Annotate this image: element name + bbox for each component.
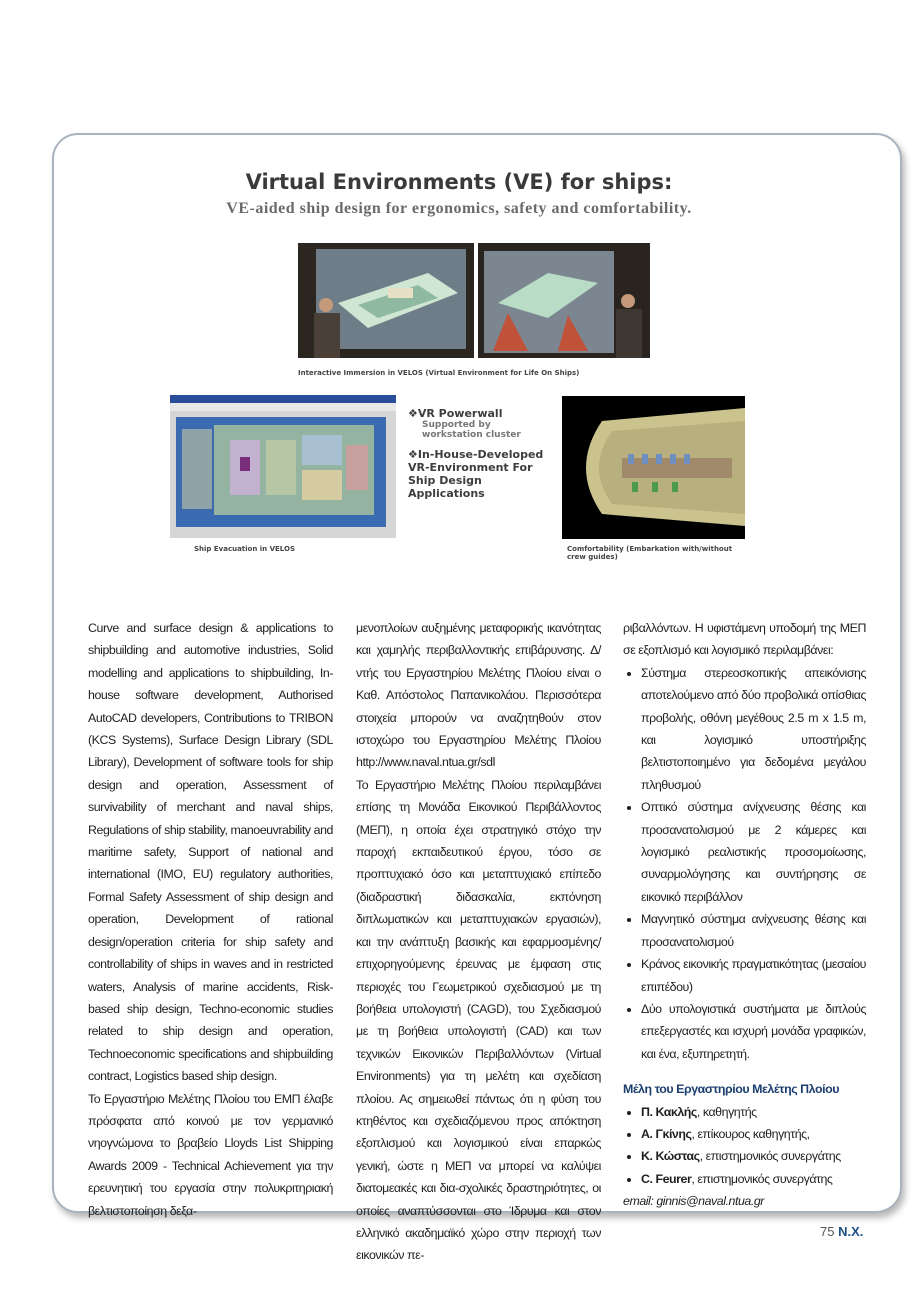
col1-paragraph-1: Curve and surface design & applications to shipbuilding and automotive industries, Solid modelling and applications to shipbuilding, In-house software development, Authorised AutoCAD developers, Contributions to TRIBON (KCS Systems), Surface Design Library (SDL Library), Development of software tools for ship design and operation, Assessment of survivability of merchant and naval ships, Regulations of ship stability, manoeuvrability and maritime safety, Support of national and international (IMO, EU) regulatory authorities, Formal Safety Assessment of ship design and operation, Development of rational design/operation criteria for ship safety and controllability of ships in waves and in restricted waters, Analysis of marine accidents, Risk-based ship design, Techno-economic studies related to ship design and operation, Technoeconomic specifications and shipbuilding contract, Logistics based ship design. <box>88 621 333 1084</box>
feature-powerwall-sub: Supported by workstation cluster <box>422 420 521 440</box>
col2-paragraph-1: μενοπλοίων αυξημένης μεταφορικής ικανότητας και χαμηλής περιβαλλοντικής επιβάρυνσης. Δ/ντής του Εργαστηρίου Μελέτης Πλοίου είναι ο Καθ. Απόστολος Παπανικολάου. Περισσότερα στοιχεία μπορούν να αναζητηθούν στον ιστοχώρο του Εργαστηρίου Μελέτης Πλοίου http://www.naval.ntua.gr/sdl <box>356 621 601 770</box>
page-footer <box>820 1224 863 1239</box>
equipment-item: • Κράνος εικονικής πραγματικότητας (μεσαίου επιπέδου) <box>641 953 866 998</box>
page-number: 75 <box>820 1224 835 1239</box>
feature-inhouse-title: ❖In-House-Developed VR-Environment For Ship Design Applications <box>408 448 544 500</box>
member-item: • Α. Γκίνης, επίκουρος καθηγητής, <box>641 1123 866 1145</box>
powerwall-photo-left <box>298 243 474 358</box>
col2-paragraph-2: Το Εργαστήριο Μελέτης Πλοίου περιλαμβάνει επίσης τη Μονάδα Εικονικού Περιβάλλοντος (ΜΕΠ), η οποία έχει στρατηγικό στόχο την παροχή εκπαιδευτικού έργου, τόσο σε προπτυχιακό όσο και μεταπτυχιακό επίπεδο (διαδραστική διδασκαλία, εκπόνηση διπλωματικών και μεταπτυχιακών εργασιών), και την ανάπτυξη βασικής και εφαρμοσμένης/επιχορηγούμενης έρευνας με έμφαση στις περιοχές του Γεωμετρικού σχεδιασμού με τη βοήθεια υπολογιστή (CAGD), του Σχεδιασμού με τη βοήθεια υπολογιστή (CAD) και των τεχνικών Εικονικών Περιβαλλόντων (Virtual Environments) για τη μελέτη και σχεδίαση πλοίου. Ας σημειωθεί πάντως ότι η φύση του κτηθέντος και σχεδιαζόμενου προς απόκτηση εξοπλισμού και λογισμικού είναι επαρκώς γενική, ώστε η ΜΕΠ να μπορεί να καλύψει διατομεακές και δια-σχολικές δραστηριότητες, οι οποίες αναπτύσσονται στο Ίδρυμα και στον ελληνικό ακαδημαϊκό χώρο στην περιοχή των εικονικών πε- <box>356 777 601 1263</box>
equipment-item: • Μαγνητικό σύστημα ανίχνευσης θέσης και προσανατολισμού <box>641 908 866 953</box>
col1-paragraph-2: Το Εργαστήριο Μελέτης Πλοίου του ΕΜΠ έλαβε πρόσφατα από κοινού με τον γερμανικό νηογνώμονα το βραβείο Lloyds List Shipping Awards 2009 - Technical Achievement για την ερευνητική του εργασία στην πολυκριτηριακή βελτιστοποίηση δεξα- <box>88 1091 333 1218</box>
magazine-mark: N.X. <box>838 1224 864 1239</box>
member-item: • Π. Κακλής, καθηγητής <box>641 1101 866 1123</box>
powerwall-photo-right <box>478 243 650 358</box>
text-column-3 <box>623 617 866 1213</box>
figure-title: Virtual Environments (VE) for ships: <box>245 170 673 194</box>
members-list <box>623 1101 866 1191</box>
equipment-list <box>623 662 866 1065</box>
caption-right: Comfortability (Embarkation with/without crew guides) <box>567 545 733 561</box>
col3-paragraph-1: ριβαλλόντων. Η υφιστάμενη υποδομή της ΜΕΠ σε εξοπλισμό και λογισμικό περιλαμβάνει: <box>623 621 866 658</box>
feature-powerwall-title: ❖VR Powerwall <box>408 407 503 420</box>
text-column-2 <box>356 617 601 1267</box>
member-item: • Κ. Κώστας, επιστημονικός συνεργάτης <box>641 1145 866 1167</box>
evacuation-screenshot <box>170 395 396 538</box>
equipment-item: • Οπτικό σύστημα ανίχνευσης θέσης και προσανατολισμού με 2 κάμερες και λογισμικό ρεαλιστικής προσομοίωσης, συναρμολόγησης και συντήρησης σε εικονικό περιβάλλον <box>641 796 866 908</box>
members-heading: Μέλη του Εργαστηρίου Μελέτης Πλοίου <box>623 1082 839 1097</box>
caption-left: Ship Evacuation in VELOS <box>194 545 295 553</box>
member-item: • C. Feurer, επιστημονικός συνεργάτης <box>641 1168 866 1190</box>
features-block <box>408 407 558 500</box>
equipment-item: • Σύστημα στερεοσκοπικής απεικόνισης αποτελούμενο από δύο προβολικά οπίσθιας προβολής, οθόνη μεγέθους 2.5 m x 1.5 m, και λογισμικό υποστήριξης βελτιστοποιημένο για δεδομένα μεγάλου πληθυσμού <box>641 662 866 796</box>
figure-subtitle: VE-aided ship design for ergonomics, safety and comfortability. <box>226 200 692 217</box>
text-column-1 <box>88 617 333 1222</box>
contact-email: email: ginnis@naval.ntua.gr <box>623 1194 764 1209</box>
comfortability-rendering <box>562 396 745 539</box>
caption-top: Interactive Immersion in VELOS (Virtual Environment for Life On Ships) <box>298 369 580 377</box>
equipment-item: • Δύο υπολογιστικά συστήματα με διπλούς επεξεργαστές και ισχυρή μονάδα γραφικών, και ένα, εξυπηρετητή. <box>641 998 866 1065</box>
